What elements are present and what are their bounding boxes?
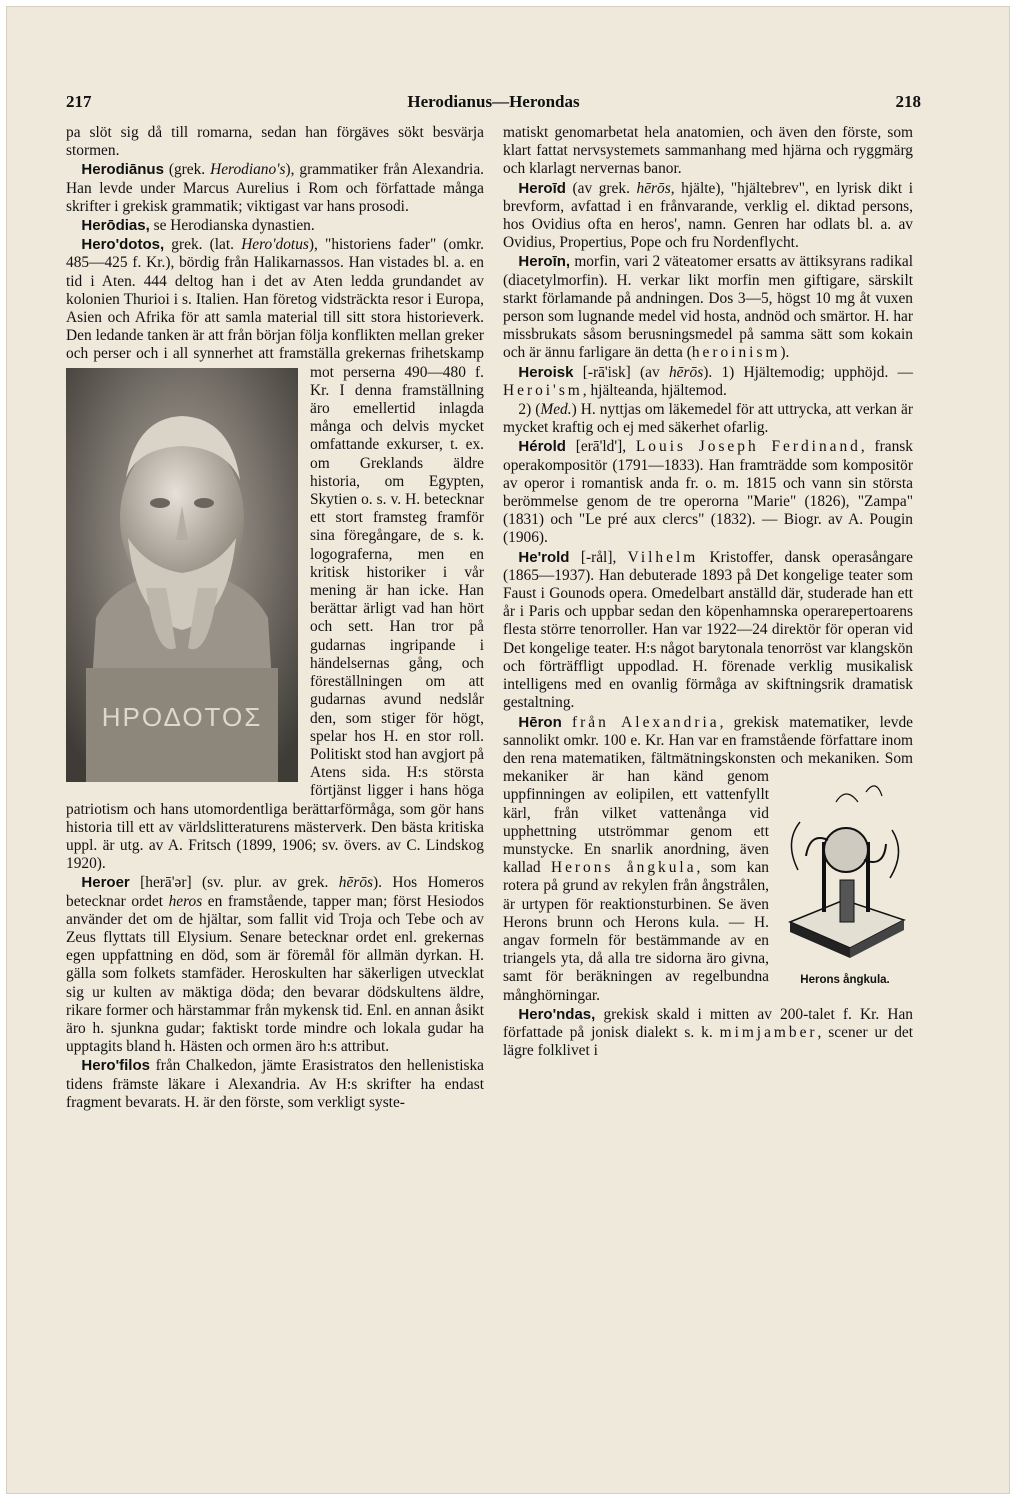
aeolipile-illustration: [777, 772, 913, 989]
headword: Herōdias,: [81, 217, 150, 235]
entry-herodianus: Herodiānus (grek. Herodiano's), grammatiker från Alexandria. Han levde under Marcus Aurelius i Rom och författade många skrifter i grekisk grammatik; viktigast var hans prosodi.: [66, 161, 485, 215]
figure-caption: Herons ångkula.: [800, 974, 890, 987]
aeolipile-drawing: [780, 772, 910, 962]
headword: Hēron: [518, 713, 562, 731]
entry-heron: Hēron från Alexandria, grekisk matematiker, levde sannolikt omkr. 100 e. Kr. Han var en framstående författare inom den rena matematiken, fältmätningskonsten Herons ångkula. och mekaniken. Som mekaniker är han känd genom uppfinningen av eolipilen, ett vattenfyllt kärl, från vilket vattenånga vid upphettning utströmmar genom ett munstycke. En snarlik anordning, även kallad Herons ångkula, som kan rotera på grund av rekylen från ångstrålen, är urtypen för reaktionsturbinen. Se även Herons brunn och Herons kula. — H. angav formeln för bestämmande av en triangels yta, då alla tre sidorna äro givna, samt för beräkningen av regelbundna månghörningar.: [503, 713, 913, 1004]
entry-herold-vilhelm: He'rold [-rål], Vilhelm Kristoffer, dansk operasångare (1865—1937). Han debuterade 1893 på Det kongelige teater som Faust i Gounods opera. Omedelbart anställd där, studerade han ett år i Paris och uppbar sedan den köpenhamnska operarepertoarens flesta större tenorroller. Han var 1922—24 direktör för operan vid Det kongelige teater. H:s något barytonala tenorröst var klangskön och förträffligt uppodlad. H. förenade verklig musikalisk intelligens med en ovanlig förmåga av skiftningsrik dramatisk gestaltning.: [503, 548, 914, 712]
entry-herold-louis: Hérold [erā'ld'], Louis Joseph Ferdinand, fransk operakompositör (1791—1833). Han framträdde som kompositör av operor i romantisk anda fr. o. m. 1815 och vann sin största berömmelse genom de tre operorna "Marie" (1826), "Zampa" (1831) och "Le pré aux clercs" (1832). — Biogr. av A. Pougin (1906).: [503, 438, 913, 547]
headword: Heroisk: [518, 363, 574, 381]
headword: Herodiānus: [81, 161, 164, 179]
headword: Hérold: [518, 438, 566, 456]
headword: Hero'filos: [81, 1057, 150, 1075]
running-title: Herodianus—Herondas: [407, 92, 580, 111]
left-column: [66, 124, 484, 1113]
entry-continuation: matiskt genomarbetat hela anatomien, och även den förste, som klart fattat nervsystemets sammanhang med hjärna och ryggmärg och klarlagt nervernas banor.: [503, 124, 913, 178]
running-header: [66, 92, 921, 118]
headword: Hero'dotos,: [81, 236, 165, 254]
entry-herofilos: Hero'filos från Chalkedon, jämte Erasistratos den hellenistiska tidens främste läkare i Alexandria. Av H:s skrifter ha endast fragment bevarats. H. är den förste, som verkligt syste-: [66, 1057, 484, 1111]
entry-heroid: Heroīd (av grek. hērōs, hjälte), "hjältebrev", en lyrisk dikt i brevform, avfattad i en frånvarande, verklig el. diktad persons, hos Ovidius ofta en heros', namn. Genren har odlats bl. a. av Ovidius, Propertius, Pope och fru Nordenflycht.: [503, 179, 913, 252]
entry-herodotos: Hero'dotos, grek. (lat. Hero'dotus), "historiens fader" (omkr. 485—425 f. Kr.), bördig från Halikarnassos. Han vistades bl. a. en tid i Aten. 444 deltog han i det av Aten ledda grundandet av kolonien Thurioi i s. Italien. Han företog vidsträckta resor i Europa, Asien och Afrika för att samla material till sitt stora historieverk. Den ledande tanken är att från början följa konflikten mellan greker och perser och i all synnerhet ΗΡΟΔΟΤΟΣ att framställa grekernas frihetskamp mot perserna 490—480 f. Kr. I denna framställning äro emellertid inlagda många och delvis mycket omfattande exkurser, t. ex. om Greklands äldre historia, om Egypten, Skytien o. s. v. H. betecknar ett stort framsteg framför sina föregångare, de s. k. logograferna, men en kritisk historiker i vår mening är han icke. Han berättar ärligt vad han hört och sett. Han tror på gudarnas ingripande i händelsernas gång, och föreställningen om att gudarnas avund nedslår den, som stiger för högt, spelar hos H. en stor roll. Politiskt stod han avgjort på Atens sida. H:s största förtjänst ligger i hans höga patriotism och hans utomordentliga berättarförmåga, som gör hans historia till ett av världslitteraturens mästerverk. Den bästa kritiska uppl. är utg. av A. Fritsch (1899, 1906; sv. övers. av C. Lindskog 1920).: [66, 236, 484, 873]
headword: Heroer: [81, 874, 130, 892]
headword: Heroīd: [518, 179, 566, 197]
entry-heroer: Heroer [herā'ər] (sv. plur. av grek. hērōs). Hos Homeros betecknar ordet heros en framstående, tapper man; först Hesiodos använder det om de hjältar, som fallit vid Troja och Tebe och av Zeus flyttats till Elysium. Senare betecknar ordet enl. grekernas egen uppfattning en död, som är föremål för allmän dyrkan. H. gälla som folkets stamfäder. Heroskulten har säkerligen utvecklat sig ur kulten av mäktiga döda; den bevarar dödskultens äldre, rikare former och härstammar från mykensk tid. Enl. en annan åsikt äro h. sjunkna gudar; faktiskt torde mindre och lokala gudar ha upptagits bland h. Hästen och ormen äro h:s attribut.: [66, 874, 484, 1056]
bust-inscription: ΗΡΟΔΟΤΟΣ: [101, 701, 263, 732]
entry-heroin: Heroīn, morfin, vari 2 väteatomer ersatts av ättiksyrans radikal (diacetylmorfin). H. verkar likt morfin men giftigare, särskilt starkt förlamande på andningen. Dos 3—5, högst 10 mg åt vuxen person som lugnande medel vid hosta, andnöd och smärtor. H. har missbrukats såsom berusningsmedel på samma sätt som kokain och är ännu farligare än detta (heroinism).: [503, 253, 913, 362]
entry-continuation: pa slöt sig då till romarna, sedan han förgäves sökt besvärja stormen.: [66, 124, 484, 160]
entry-herondas: Hero'ndas, grekisk skald i mitten av 200-talet f. Kr. Han författade på jonisk dialekt s. k. mimjamber, scener ur det lägre folklivet i: [503, 1005, 913, 1060]
headword: Heroīn,: [518, 253, 571, 271]
book-page: [6, 6, 1010, 1494]
page-number-right: 218: [895, 92, 921, 111]
entry-heroisk-sense2: 2) (Med.) H. nyttjas om läkemedel för att uttrycka, att verkan är mycket kraftig och ej med säkerhet ofarlig.: [503, 401, 914, 437]
headword: He'rold: [518, 548, 570, 566]
headword: Hero'ndas,: [518, 1005, 596, 1023]
right-column: [503, 124, 913, 1061]
entry-heroisk: Heroisk [-rā'isk] (av hērōs). 1) Hjältemodig; upphöjd. — Heroi'sm, hjälteanda, hjältemod.: [503, 363, 913, 399]
entry-herodias: Herōdias, se Herodianska dynastien.: [81, 217, 315, 235]
herodotus-bust-photo: [66, 368, 298, 782]
page-number-left: 217: [66, 92, 92, 111]
